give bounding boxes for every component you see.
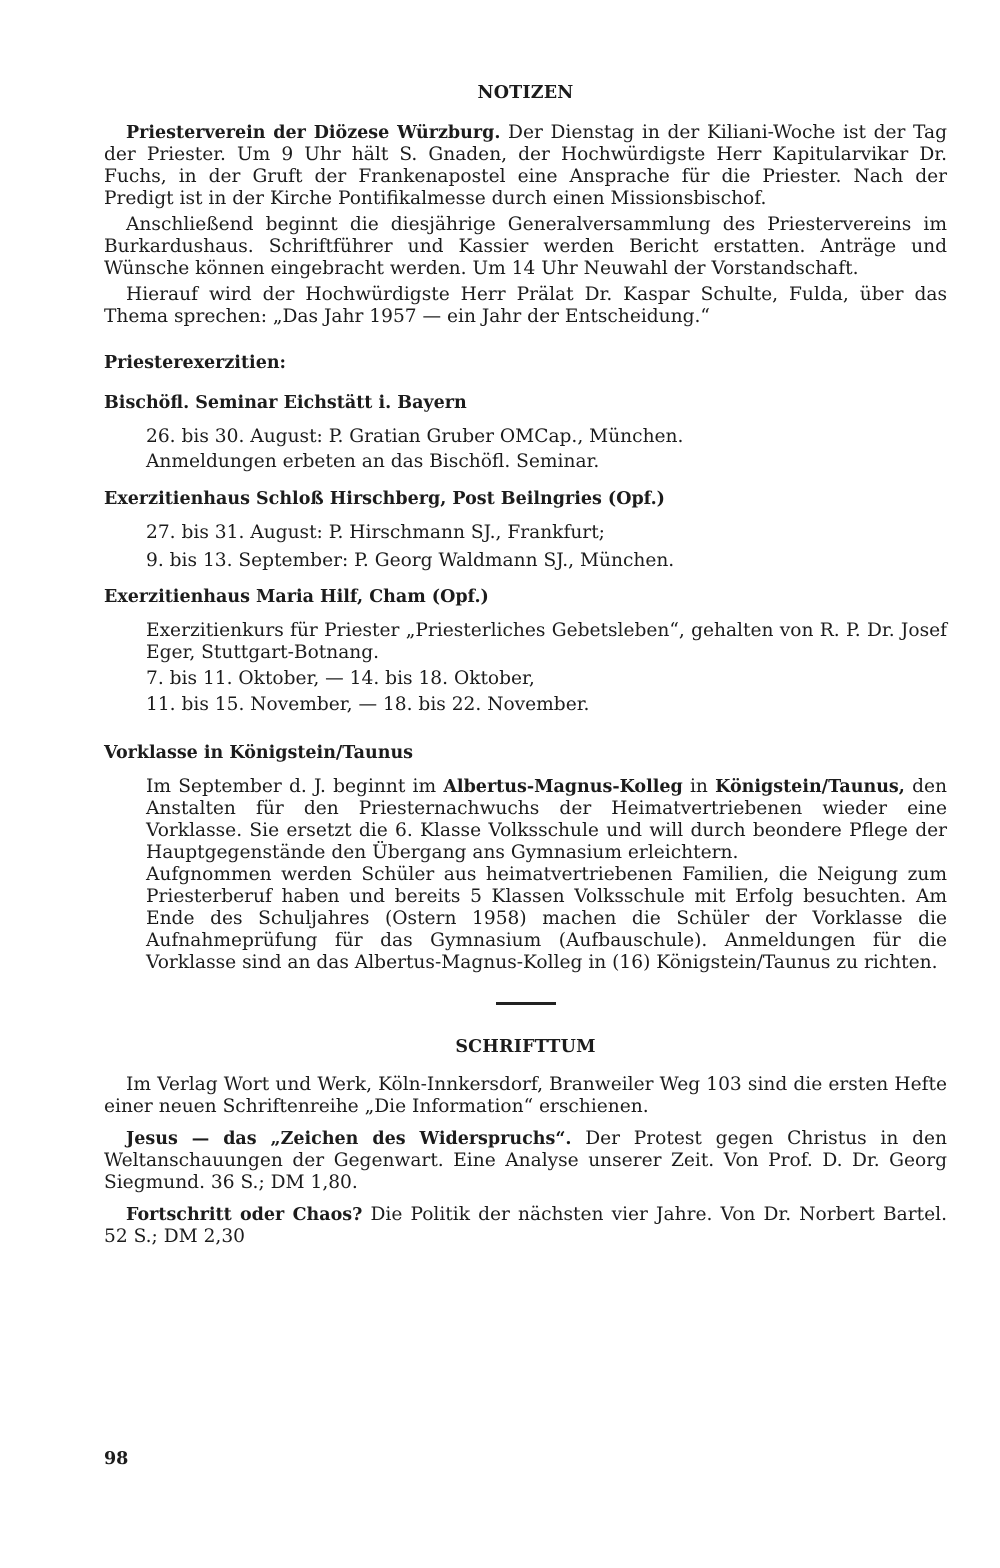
jesus-title: Jesus — das „Zeichen des Widerspruchs“. [126, 1129, 572, 1149]
page-number: 98 [104, 1449, 129, 1469]
hirschberg-heading: Exerzitienhaus Schloß Hirschberg, Post Beilngries (Opf.) [104, 489, 665, 509]
cham-course-text: Exerzitienkurs für Priester „Priesterliches Gebetsleben“, gehalten von R. P. Dr. Josef Eger, Stuttgart-Botnang. [146, 620, 947, 663]
hirschberg-details [146, 522, 947, 572]
cham-date-line-1: 7. bis 11. Oktober, — 14. bis 18. Oktober, [146, 668, 535, 689]
koenigstein-taunus: Königstein/Taunus, [715, 777, 905, 797]
cham-details [146, 620, 947, 716]
notizen-paragraph-generalversammlung: Anschließend beginnt die diesjährige Generalversammlung des Priestervereins im Burkardushaus. Schriftführer und Kassier werden Bericht erstatten. Anträge und Wünsche können eingebracht werden. Um 14 Uhr Neuwahl der Vorstandschaft. [104, 214, 947, 279]
vorklasse-paragraph-2: Aufgnommen werden Schüler aus heimatvertriebenen Familien, die Neigung zum Priesterberuf haben und bereits 5 Klassen Volksschule mit Erfolg besuchten. Am Ende des Schuljahres (Ostern 1958) machen die Schüler der Vorklasse die Aufnahmeprüfung für das Gymnasium (Aufbauschule). Anmeldungen für die Vorklasse sind an das Albertus-Magnus-Kolleg in (16) Königstein/Taunus zu richten. [146, 864, 947, 973]
section-divider [496, 1002, 556, 1005]
hirschberg-date-line-2: 9. bis 13. September: P. Georg Waldmann SJ., München. [146, 550, 675, 571]
notizen-paragraph-priesterverein [104, 122, 947, 210]
notizen-paragraph-vortrag: Hierauf wird der Hochwürdigste Herr Prälat Dr. Kaspar Schulte, Fulda, über das Thema sprechen: „Das Jahr 1957 — ein Jahr der Entscheidung.“ [104, 284, 947, 327]
albertus-magnus-kolleg: Albertus-Magnus-Kolleg [443, 777, 683, 797]
vorklasse-paragraph-1: Im September d. J. beginnt im Albertus-Magnus-Kolleg in Königstein/Taunus, den Anstalten für den Priesternachwuchs der Heimatvertriebenen wieder eine Vorklasse. Sie ersetzt die 6. Klasse Volksschule und will durch beondere Pflege der Hauptgegenstände den Übergang ans Gymnasium erleichtern. [146, 776, 947, 863]
schrifttum-title: SCHRIFTTUM [455, 1037, 596, 1057]
document-page [104, 0, 947, 1568]
schrifttum-item-fortschritt [104, 1204, 947, 1248]
schrifttum-intro: Im Verlag Wort und Werk, Köln-Innkersdorf, Branweiler Weg 103 sind die ersten Hefte einer neuen Schriftenreihe „Die Information“ erschienen. [104, 1074, 947, 1117]
fortschritt-description: Die Politik der nächsten vier Jahre. Von Dr. Norbert Bartel. 52 S.; DM 2,30 [104, 1204, 947, 1247]
schrifttum-item-jesus [104, 1128, 947, 1194]
vorklasse-body [146, 776, 947, 974]
cham-heading: Exerzitienhaus Maria Hilf, Cham (Opf.) [104, 587, 489, 607]
priesterverein-text: Der Dienstag in der Kiliani-Woche ist der Tag der Priester. Um 9 Uhr hält S. Gnaden, der Hochwürdigste Herr Kapitularvikar Dr. Fuchs, in der Gruft der Frankenapostel eine Ansprache für die Priester. Nach der Predigt ist in der Kirche Pontifikalmesse durch einen Missionsbischof. [104, 122, 947, 209]
priesterexerzitien-heading: Priesterexerzitien: [104, 353, 287, 373]
eichstaett-registration-line: Anmeldungen erbeten an das Bischöfl. Seminar. [146, 451, 600, 472]
vorklasse-heading: Vorklasse in Königstein/Taunus [104, 743, 414, 763]
notizen-title: NOTIZEN [477, 83, 574, 103]
jesus-description: Der Protest gegen Christus in den Weltanschauungen der Gegenwart. Eine Analyse unserer Zeit. Von Prof. D. Dr. Georg Siegmund. 36 S.; DM 1,80. [104, 1128, 947, 1193]
eichstaett-details [146, 426, 947, 473]
fortschritt-title: Fortschritt oder Chaos? [126, 1205, 363, 1225]
hirschberg-date-line-1: 27. bis 31. August: P. Hirschmann SJ., Frankfurt; [146, 522, 605, 543]
cham-date-line-2: 11. bis 15. November, — 18. bis 22. November. [146, 694, 590, 715]
eichstaett-date-line: 26. bis 30. August: P. Gratian Gruber OMCap., München. [146, 426, 684, 447]
priesterverein-lead: Priesterverein der Diözese Würzburg. [126, 123, 501, 143]
eichstaett-heading: Bischöfl. Seminar Eichstätt i. Bayern [104, 393, 467, 413]
